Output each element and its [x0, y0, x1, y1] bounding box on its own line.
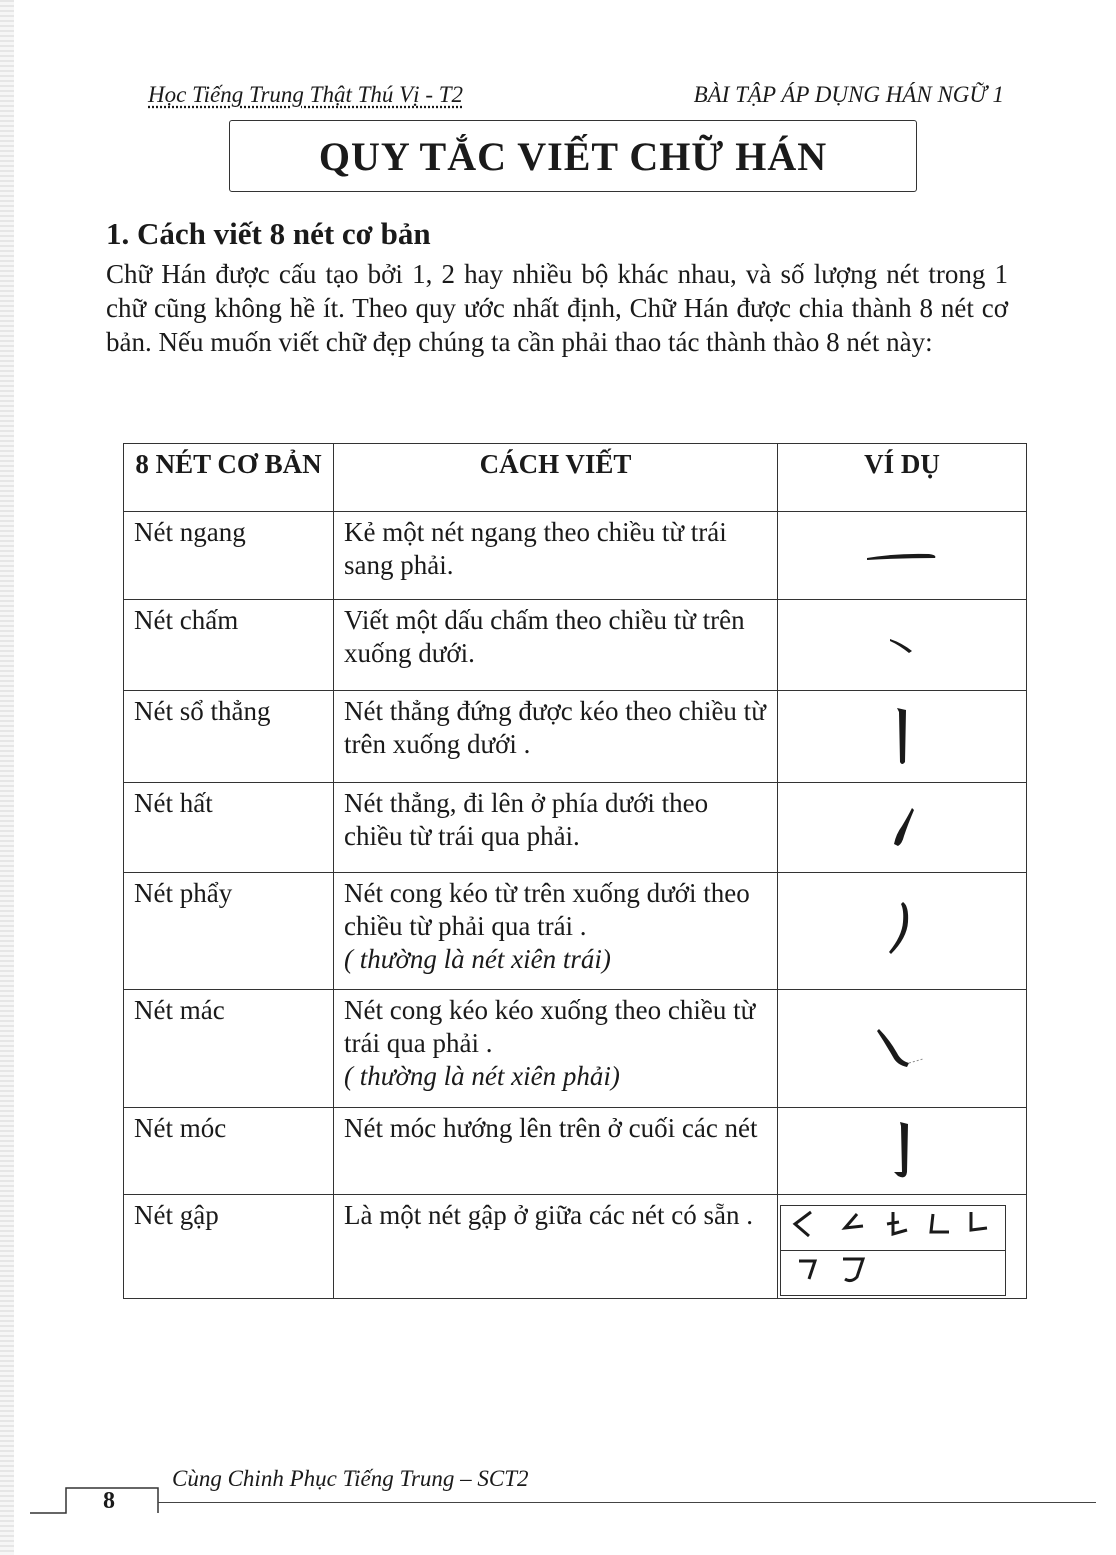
stroke-name: Nét chấm: [124, 600, 334, 691]
stroke-example: [778, 990, 1027, 1108]
stroke-description: Nét thẳng đứng được kéo theo chiều từ trên xuống dưới .: [334, 691, 778, 783]
title-box: [229, 120, 917, 192]
stroke-description: Nét cong kéo kéo xuống theo chiều từ trái qua phải .: [344, 995, 756, 1058]
stroke-description: Nét móc hướng lên trên ở cuối các nét: [334, 1108, 778, 1195]
header-section-title: BÀI TẬP ÁP DỤNG HÁN NGỮ 1: [693, 82, 1004, 107]
header-example: VÍ DỤ: [778, 444, 1027, 512]
table-row: [124, 1195, 1027, 1299]
stroke-name: Nét sổ thẳng: [124, 691, 334, 783]
vertical-stroke-icon: [882, 702, 922, 772]
fold-row-2: [781, 1251, 1006, 1296]
stroke-description: Là một nét gập ở giữa các nét có sẵn .: [334, 1195, 778, 1299]
table-header-row: [124, 444, 1027, 512]
rising-stroke-icon: [882, 798, 922, 858]
right-falling-stroke-icon: [867, 1019, 937, 1079]
left-falling-stroke-icon: [877, 896, 927, 966]
dot-stroke-icon: [872, 625, 932, 665]
horizontal-stroke-icon: [857, 536, 947, 576]
turning-stroke-icons: [780, 1205, 1006, 1296]
section-heading: 1. Cách viết 8 nét cơ bản: [106, 216, 431, 251]
footer-title: Cùng Chinh Phục Tiếng Trung – SCT2: [172, 1466, 529, 1491]
table-row: [124, 691, 1027, 783]
header-how-to-write: CÁCH VIẾT: [334, 444, 778, 512]
stroke-description: Viết một dấu chấm theo chiều từ trên xuống dưới.: [334, 600, 778, 691]
turning-strokes-row-2-icon: [781, 1251, 1001, 1287]
table-row: [124, 990, 1027, 1108]
footer-rule: [158, 1502, 1096, 1503]
stroke-name: Nét hất: [124, 783, 334, 873]
stroke-name: Nét mác: [124, 990, 334, 1108]
stroke-description: Nét cong kéo từ trên xuống dưới theo chiều từ phải qua trái .: [344, 878, 750, 941]
stroke-example: [778, 783, 1027, 873]
running-header: [148, 82, 1004, 116]
turning-strokes-row-1-icon: [781, 1206, 1001, 1242]
stroke-example: [778, 1195, 1027, 1299]
table-row: [124, 512, 1027, 600]
fold-row-1: [781, 1206, 1006, 1251]
hook-stroke-icon: [882, 1116, 922, 1186]
stroke-example: [778, 873, 1027, 990]
stroke-example: [778, 600, 1027, 691]
stroke-example: [778, 512, 1027, 600]
stroke-name: Nét móc: [124, 1108, 334, 1195]
table-row: [124, 1108, 1027, 1195]
stroke-example: [778, 1108, 1027, 1195]
stroke-description-cell: [334, 990, 778, 1108]
intro-paragraph: Chữ Hán được cấu tạo bởi 1, 2 hay nhiều bộ khác nhau, và số lượng nét trong 1 chữ cũng không hề ít. Theo quy ước nhất định, Chữ Hán được chia thành 8 nét cơ bản. Nếu muốn viết chữ đẹp chúng ta cần phải thao tác thành thào 8 nét này:: [106, 259, 1008, 357]
stroke-name: Nét phẩy: [124, 873, 334, 990]
header-stroke-name: 8 NÉT CƠ BẢN: [124, 444, 334, 512]
strokes-table: [123, 443, 1027, 1299]
table-row: [124, 873, 1027, 990]
stroke-note: ( thường là nét xiên trái): [344, 944, 611, 974]
stroke-name: Nét gập: [124, 1195, 334, 1299]
header-book-title: Học Tiếng Trung Thật Thú Vị - T2: [148, 82, 464, 107]
table-row: [124, 783, 1027, 873]
stroke-description-cell: [334, 873, 778, 990]
stroke-example: [778, 691, 1027, 783]
page-title: QUY TẮC VIẾT CHỮ HÁN: [318, 133, 828, 179]
scan-edge-shadow: [0, 0, 14, 1555]
stroke-description: Kẻ một nét ngang theo chiều từ trái sang phải.: [334, 512, 778, 600]
table-row: [124, 600, 1027, 691]
page-number: 8: [103, 1488, 115, 1514]
stroke-name: Nét ngang: [124, 512, 334, 600]
stroke-note: ( thường là nét xiên phải): [344, 1061, 620, 1091]
stroke-description: Nét thẳng, đi lên ở phía dưới theo chiều từ trái qua phải.: [334, 783, 778, 873]
page-number-bracket: [30, 1478, 160, 1516]
